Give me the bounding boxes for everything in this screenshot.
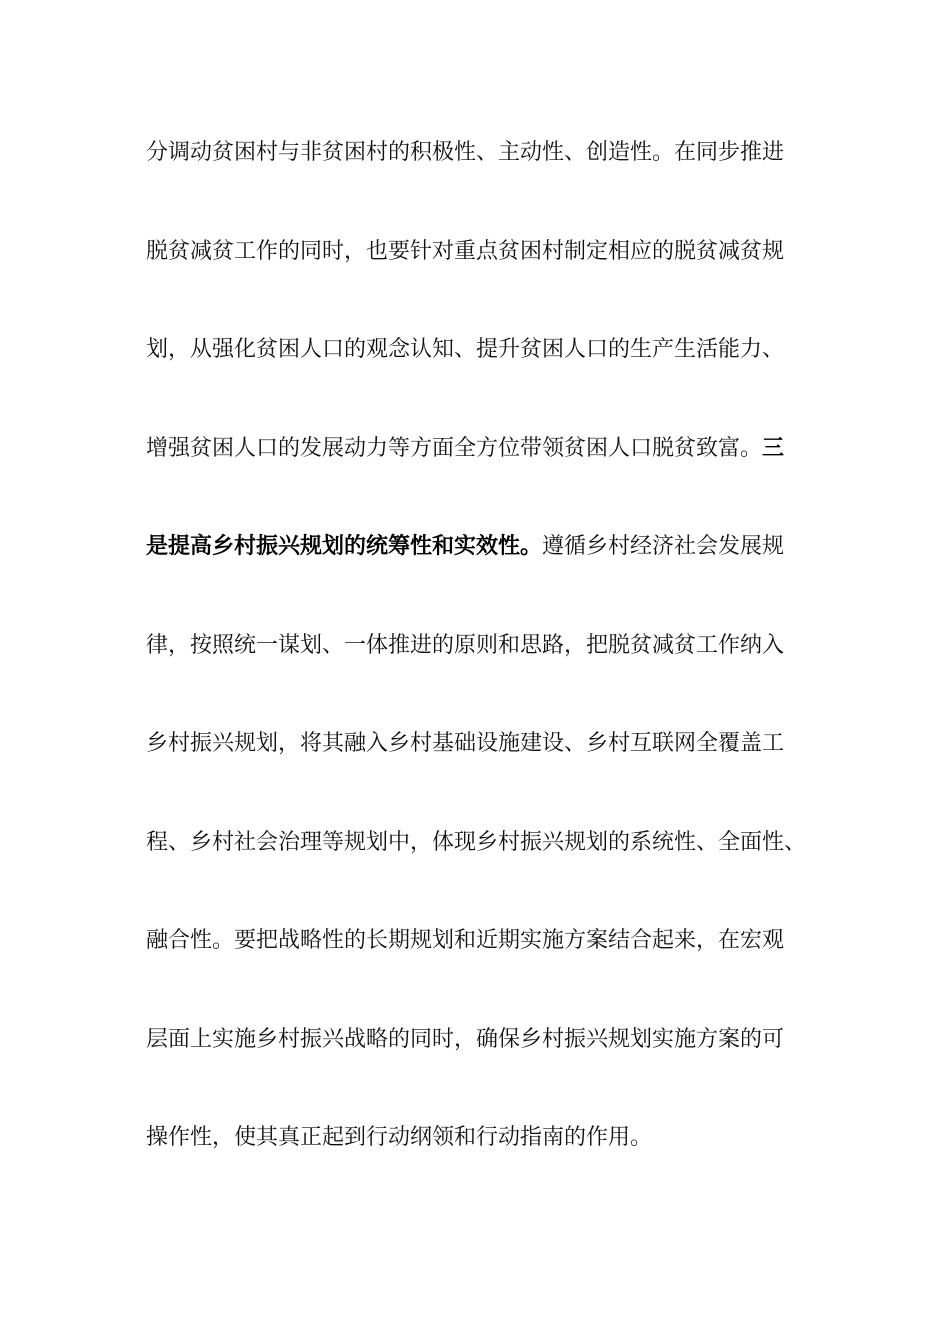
body-paragraph (146, 128, 816, 1212)
text-line-1 (146, 128, 816, 227)
text-line-11 (146, 1113, 816, 1212)
text-run: 划，从强化贫困人口的观念认知、提升贫困人口的生产生活能力、 (146, 337, 785, 362)
text-run: 分调动贫困村与非贫困村的积极性、主动性、创造性。在同步推进 (146, 140, 785, 165)
text-run: 增强贫困人口的发展动力等方面全方位带领贫困人口脱贫致富。 (146, 435, 763, 461)
text-line-8 (146, 818, 816, 917)
text-line-10 (146, 1015, 816, 1114)
text-line-2 (146, 227, 816, 326)
text-line-6 (146, 621, 816, 720)
text-line-3 (146, 325, 816, 424)
text-line-4 (146, 424, 816, 523)
text-line-5 (146, 522, 816, 621)
text-run: 程、乡村社会治理等规划中，体现乡村振兴规划的系统性、全面性、 (146, 829, 807, 855)
text-run: 层面上实施乡村振兴战略的同时，确保乡村振兴规划实施方案的可 (146, 1026, 785, 1052)
bold-text-run: 三 (762, 435, 785, 461)
text-line-9 (146, 916, 816, 1015)
text-run: 遵循乡村经济社会发展规 (542, 534, 785, 559)
text-run: 律，按照统一谋划、一体推进的原则和思路，把脱贫减贫工作纳入 (146, 632, 785, 658)
text-line-7 (146, 719, 816, 818)
bold-text-run: 是提高乡村振兴规划的统筹性和实效性。 (146, 534, 543, 559)
text-run: 融合性。要把战略性的长期规划和近期实施方案结合起来，在宏观 (146, 928, 785, 953)
text-run: 操作性，使其真正起到行动纲领和行动指南的作用。 (146, 1125, 653, 1150)
text-run: 脱贫减贫工作的同时，也要针对重点贫困村制定相应的脱贫减贫规 (146, 238, 785, 264)
text-run: 乡村振兴规划，将其融入乡村基础设施建设、乡村互联网全覆盖工 (146, 731, 785, 756)
